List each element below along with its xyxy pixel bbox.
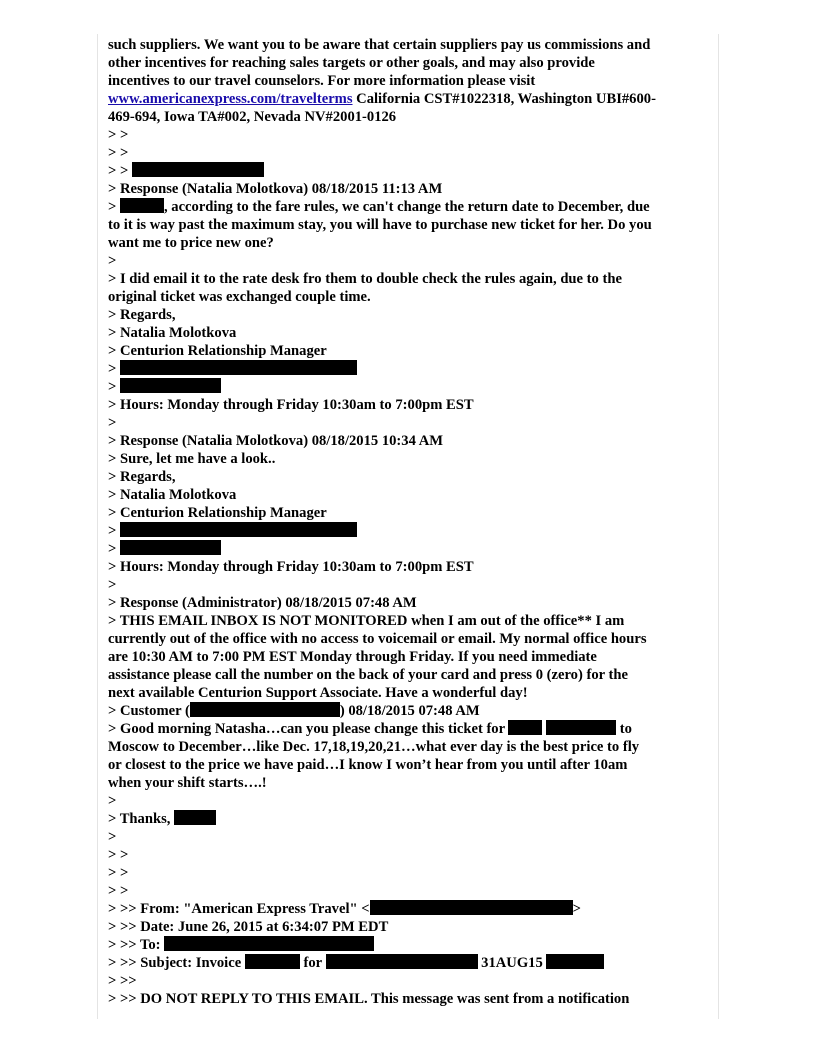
quote-marker: > >: [108, 163, 132, 179]
message-text: to: [616, 721, 632, 737]
quote-line: > >: [108, 865, 129, 881]
response-header: > Response (Natalia Molotkova) 08/18/2015 10:34 AM: [108, 433, 444, 449]
page-border-right: [718, 34, 719, 1019]
quote-marker: >: [108, 199, 120, 215]
text-line: > >> DO NOT REPLY TO THIS EMAIL. This message was sent from a notification: [108, 991, 630, 1007]
quote-line: >: [108, 793, 117, 809]
subject-text: for: [299, 955, 326, 971]
redaction-box: [546, 954, 604, 969]
text-line: > THIS EMAIL INBOX IS NOT MONITORED when I am out of the office** I am: [108, 613, 625, 629]
signature-line: > Regards,: [108, 469, 176, 485]
text-line: [108, 198, 718, 216]
text-line: > Sure, let me have a look..: [108, 451, 276, 467]
redaction-box: [245, 954, 300, 969]
redaction-box: [132, 162, 264, 177]
signature-line: [108, 360, 718, 378]
subject-text: 31AUG15: [477, 955, 547, 971]
quote-marker: >: [108, 361, 120, 377]
text-line: [108, 90, 718, 108]
redaction-box: [190, 702, 340, 717]
quote-line: >: [108, 577, 117, 593]
quote-line: > >: [108, 847, 129, 863]
thanks-text: > Thanks,: [108, 811, 175, 827]
from-label: > >> From: "American Express Travel" <: [108, 901, 370, 917]
text-line: Moscow to December…like Dec. 17,18,19,20,21…what ever day is the best price to fly: [108, 739, 640, 755]
redaction-box: [120, 522, 357, 537]
customer-label: > Customer (: [108, 703, 190, 719]
redaction-box: [164, 936, 374, 951]
redaction-box: [326, 954, 478, 969]
text-line: are 10:30 AM to 7:00 PM EST Monday through Friday. If you need immediate: [108, 649, 597, 665]
email-thread-body: [108, 36, 718, 1008]
quote-line: >: [108, 415, 117, 431]
travelterms-link[interactable]: www.americanexpress.com/travelterms: [108, 91, 353, 107]
text-line: [108, 810, 718, 828]
text-line: 469-694, Iowa TA#002, Nevada NV#2001-0126: [108, 109, 397, 125]
signature-line: > Natalia Molotkova: [108, 325, 237, 341]
redaction-box: [120, 360, 357, 375]
email-date-line: > >> Date: June 26, 2015 at 6:34:07 PM EDT: [108, 919, 389, 935]
signature-line: > Natalia Molotkova: [108, 487, 237, 503]
text-line: currently out of the office with no access to voicemail or email. My normal office hours: [108, 631, 647, 647]
text-line: > I did email it to the rate desk fro them to double check the rules again, due to the: [108, 271, 622, 287]
quote-line: [108, 162, 718, 180]
redaction-box: [120, 540, 221, 555]
email-subject-line: [108, 954, 718, 972]
quote-marker: >: [108, 541, 120, 557]
text-line: original ticket was exchanged couple time.: [108, 289, 371, 305]
license-text: California CST#1022318, Washington UBI#600-: [352, 91, 656, 107]
redaction-box: [370, 900, 573, 915]
subject-label: > >> Subject: Invoice: [108, 955, 245, 971]
signature-line: > Hours: Monday through Friday 10:30am to 7:00pm EST: [108, 397, 474, 413]
response-header: > Response (Natalia Molotkova) 08/18/2015 11:13 AM: [108, 181, 443, 197]
signature-line: > Centurion Relationship Manager: [108, 343, 327, 359]
quote-line: >: [108, 253, 117, 269]
text-line: incentives to our travel counselors. For more information please visit: [108, 73, 536, 89]
quote-line: > >>: [108, 973, 137, 989]
quote-marker: >: [108, 379, 120, 395]
signature-line: > Regards,: [108, 307, 176, 323]
message-text: , according to the fare rules, we can't change the return date to December, due: [163, 199, 650, 215]
text-line: when your shift starts….!: [108, 775, 267, 791]
quote-line: > >: [108, 127, 129, 143]
response-header: > Response (Administrator) 08/18/2015 07:48 AM: [108, 595, 417, 611]
quote-line: > >: [108, 145, 129, 161]
text-line: want me to price new one?: [108, 235, 274, 251]
signature-line: [108, 540, 718, 558]
signature-line: > Centurion Relationship Manager: [108, 505, 327, 521]
quote-line: > >: [108, 883, 129, 899]
text-line: to it is way past the maximum stay, you will have to purchase new ticket for her. Do you: [108, 217, 652, 233]
message-text: > Good morning Natasha…can you please change this ticket for: [108, 721, 509, 737]
email-from-line: [108, 900, 718, 918]
redaction-box: [174, 810, 216, 825]
signature-line: [108, 522, 718, 540]
redaction-box: [120, 378, 221, 393]
text-line: next available Centurion Support Associate. Have a wonderful day!: [108, 685, 528, 701]
text-line: [108, 720, 718, 738]
quote-marker: >: [108, 523, 120, 539]
customer-timestamp: ) 08/18/2015 07:48 AM: [339, 703, 480, 719]
signature-line: [108, 378, 718, 396]
redaction-box: [546, 720, 616, 735]
email-to-line: [108, 936, 718, 954]
redaction-box: [508, 720, 542, 735]
text-line: or closest to the price we have paid…I know I won’t hear from you until after 10am: [108, 757, 628, 773]
to-label: > >> To:: [108, 937, 165, 953]
from-close: >: [572, 901, 581, 917]
customer-header: [108, 702, 718, 720]
text-line: other incentives for reaching sales targets or other goals, and may also provide: [108, 55, 595, 71]
quote-line: >: [108, 829, 117, 845]
signature-line: > Hours: Monday through Friday 10:30am to 7:00pm EST: [108, 559, 474, 575]
text-line: such suppliers. We want you to be aware that certain suppliers pay us commissions and: [108, 37, 651, 53]
text-line: assistance please call the number on the back of your card and press 0 (zero) for the: [108, 667, 628, 683]
redaction-box: [120, 198, 164, 213]
page-border-left: [97, 34, 98, 1019]
